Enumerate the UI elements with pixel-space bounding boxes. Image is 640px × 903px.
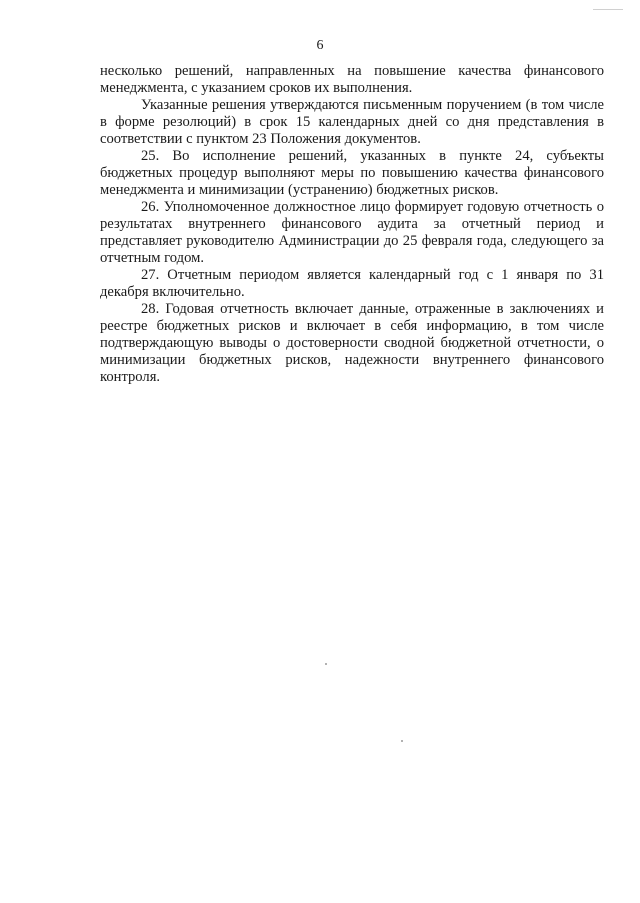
scan-speck <box>325 663 327 665</box>
scan-speck <box>401 740 403 742</box>
paragraph-25: 25. Во исполнение решений, указанных в пункте 24, субъекты бюджетных процедур выполняют меры по повышению качества финансового менеджмента и минимизации (устранению) бюджетных рисков. <box>100 148 604 198</box>
page-number: 6 <box>316 38 324 53</box>
paragraph-26: 26. Уполномоченное должностное лицо формирует годовую отчетность о результатах внутреннего финансового аудита за отчетный период и представляет руководителю Администрации до 25 февраля года, следующего за отчетным годом. <box>100 199 604 266</box>
document-body <box>100 63 604 386</box>
paragraph-continuation: несколько решений, направленных на повышение качества финансового менеджмента, с указанием сроков их выполнения. <box>100 63 604 96</box>
paragraph-28: 28. Годовая отчетность включает данные, отраженные в заключениях и реестре бюджетных рисков и включает в себя информацию, в том числе подтверждающую выводы о достоверности сводной бюджетной отчетности, о минимизации бюджетных рисков, надежности внутреннего финансового контроля. <box>100 301 604 385</box>
paragraph-27: 27. Отчетным периодом является календарный год с 1 января по 31 декабря включительно. <box>100 267 604 300</box>
paragraph-decisions: Указанные решения утверждаются письменным поручением (в том числе в форме резолюций) в срок 15 календарных дней со дня представления в соответствии с пунктом 23 Положения документов. <box>100 97 604 147</box>
scan-corner-mark <box>593 9 623 10</box>
